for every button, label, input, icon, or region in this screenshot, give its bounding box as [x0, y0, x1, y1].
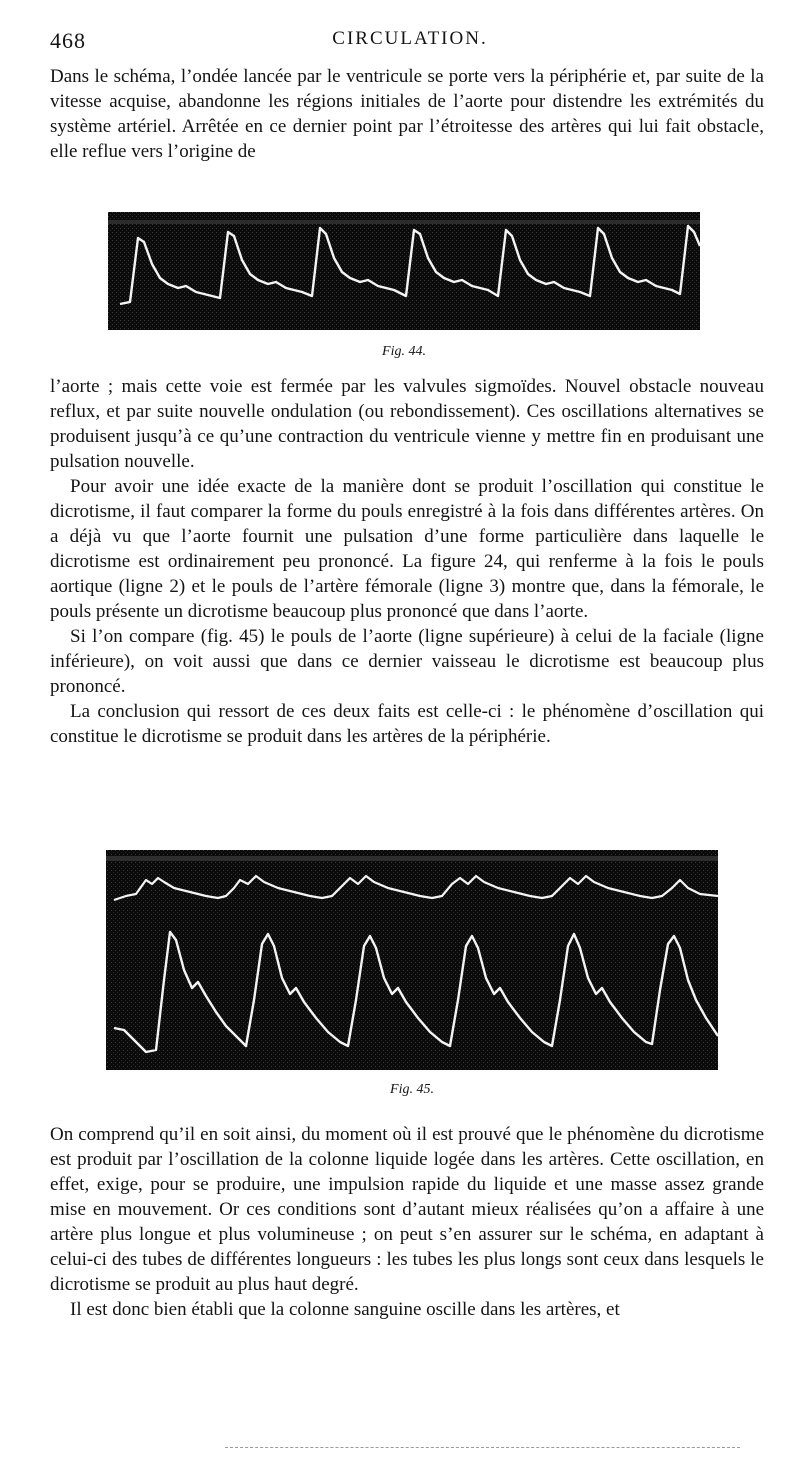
paragraph: La conclusion qui ressort de ces deux faits est celle-ci : le phénomène d’oscillation qui constitue le dicrotisme se produit dans les artères de la périphérie.	[50, 701, 764, 747]
bottom-divider	[225, 1447, 740, 1448]
paragraph: Si l’on compare (fig. 45) le pouls de l’aorte (ligne supérieure) à celui de la faciale (ligne inférieure), on voit aussi que dans ce dernier vaisseau le dicrotisme est beaucoup plus prononcé.	[50, 626, 764, 697]
page-number: 468	[50, 28, 86, 53]
figure-45-pulse-tracings	[106, 850, 718, 1070]
figure-44-pulse-tracing	[108, 212, 700, 330]
paragraph: l’aorte ; mais cette voie est fermée par les valvules sigmoïdes. Nouvel obstacle nouveau reflux, et par suite nouvelle ondulation (ou rebondissement). Ces oscillations alternatives se produisent jusqu’à ce qu’une contraction du ventricule vienne y mettre fin en produisant une pulsation nouvelle.	[50, 376, 764, 472]
page-header	[50, 28, 770, 58]
figure-45-caption: Fig. 45.	[390, 1082, 434, 1097]
text-block-middle	[50, 374, 764, 749]
paragraph: Il est donc bien établi que la colonne sanguine oscille dans les artères, et	[70, 1299, 620, 1320]
running-title: CIRCULATION.	[332, 28, 488, 49]
pulse-tracings-svg	[106, 850, 718, 1070]
text-block-bottom	[50, 1122, 764, 1322]
paragraph: Dans le schéma, l’ondée lancée par le ventricule se porte vers la périphérie et, par suite de la vitesse acquise, abandonne les régions initiales de l’aorte pour distendre les extrémités du système artériel. Arrêtée en ce dernier point par l’étroitesse des artères qui lui fait obstacle, elle reflue vers l’origine de	[50, 66, 764, 162]
pulse-tracing-svg	[108, 212, 700, 330]
paragraph: On comprend qu’il en soit ainsi, du moment où il est prouvé que le phénomène du dicrotisme est produit par l’oscillation de la colonne liquide logée dans les artères. Cette oscillation, en effet, exige, pour se produire, une impulsion rapide du liquide et une masse assez grande mise en mouvement. Or ces conditions sont d’autant mieux réalisées qu’on a affaire à une artère plus longue et plus volumineuse ; on peut s’en assurer sur le schéma, en adaptant à celui-ci des tubes de différentes longueurs : les tubes les plus longs sont ceux dans lesquels le dicrotisme se produit au plus haut degré.	[50, 1124, 764, 1295]
paragraph: Pour avoir une idée exacte de la manière dont se produit l’oscillation qui constitue le dicrotisme, il faut comparer la forme du pouls enregistré à la fois dans différentes artères. On a déjà vu que l’aorte fournit une pulsation d’une forme particulière dans laquelle le dicrotisme est ordinairement peu prononcé. La figure 24, qui renferme à la fois le pouls aortique (ligne 2) et le pouls de l’artère fémorale (ligne 3) montre que, dans la fémorale, le pouls présente un dicrotisme beaucoup plus prononcé que dans l’aorte.	[50, 476, 764, 622]
text-block-top	[50, 64, 764, 164]
figure-44-caption: Fig. 44.	[382, 344, 426, 359]
